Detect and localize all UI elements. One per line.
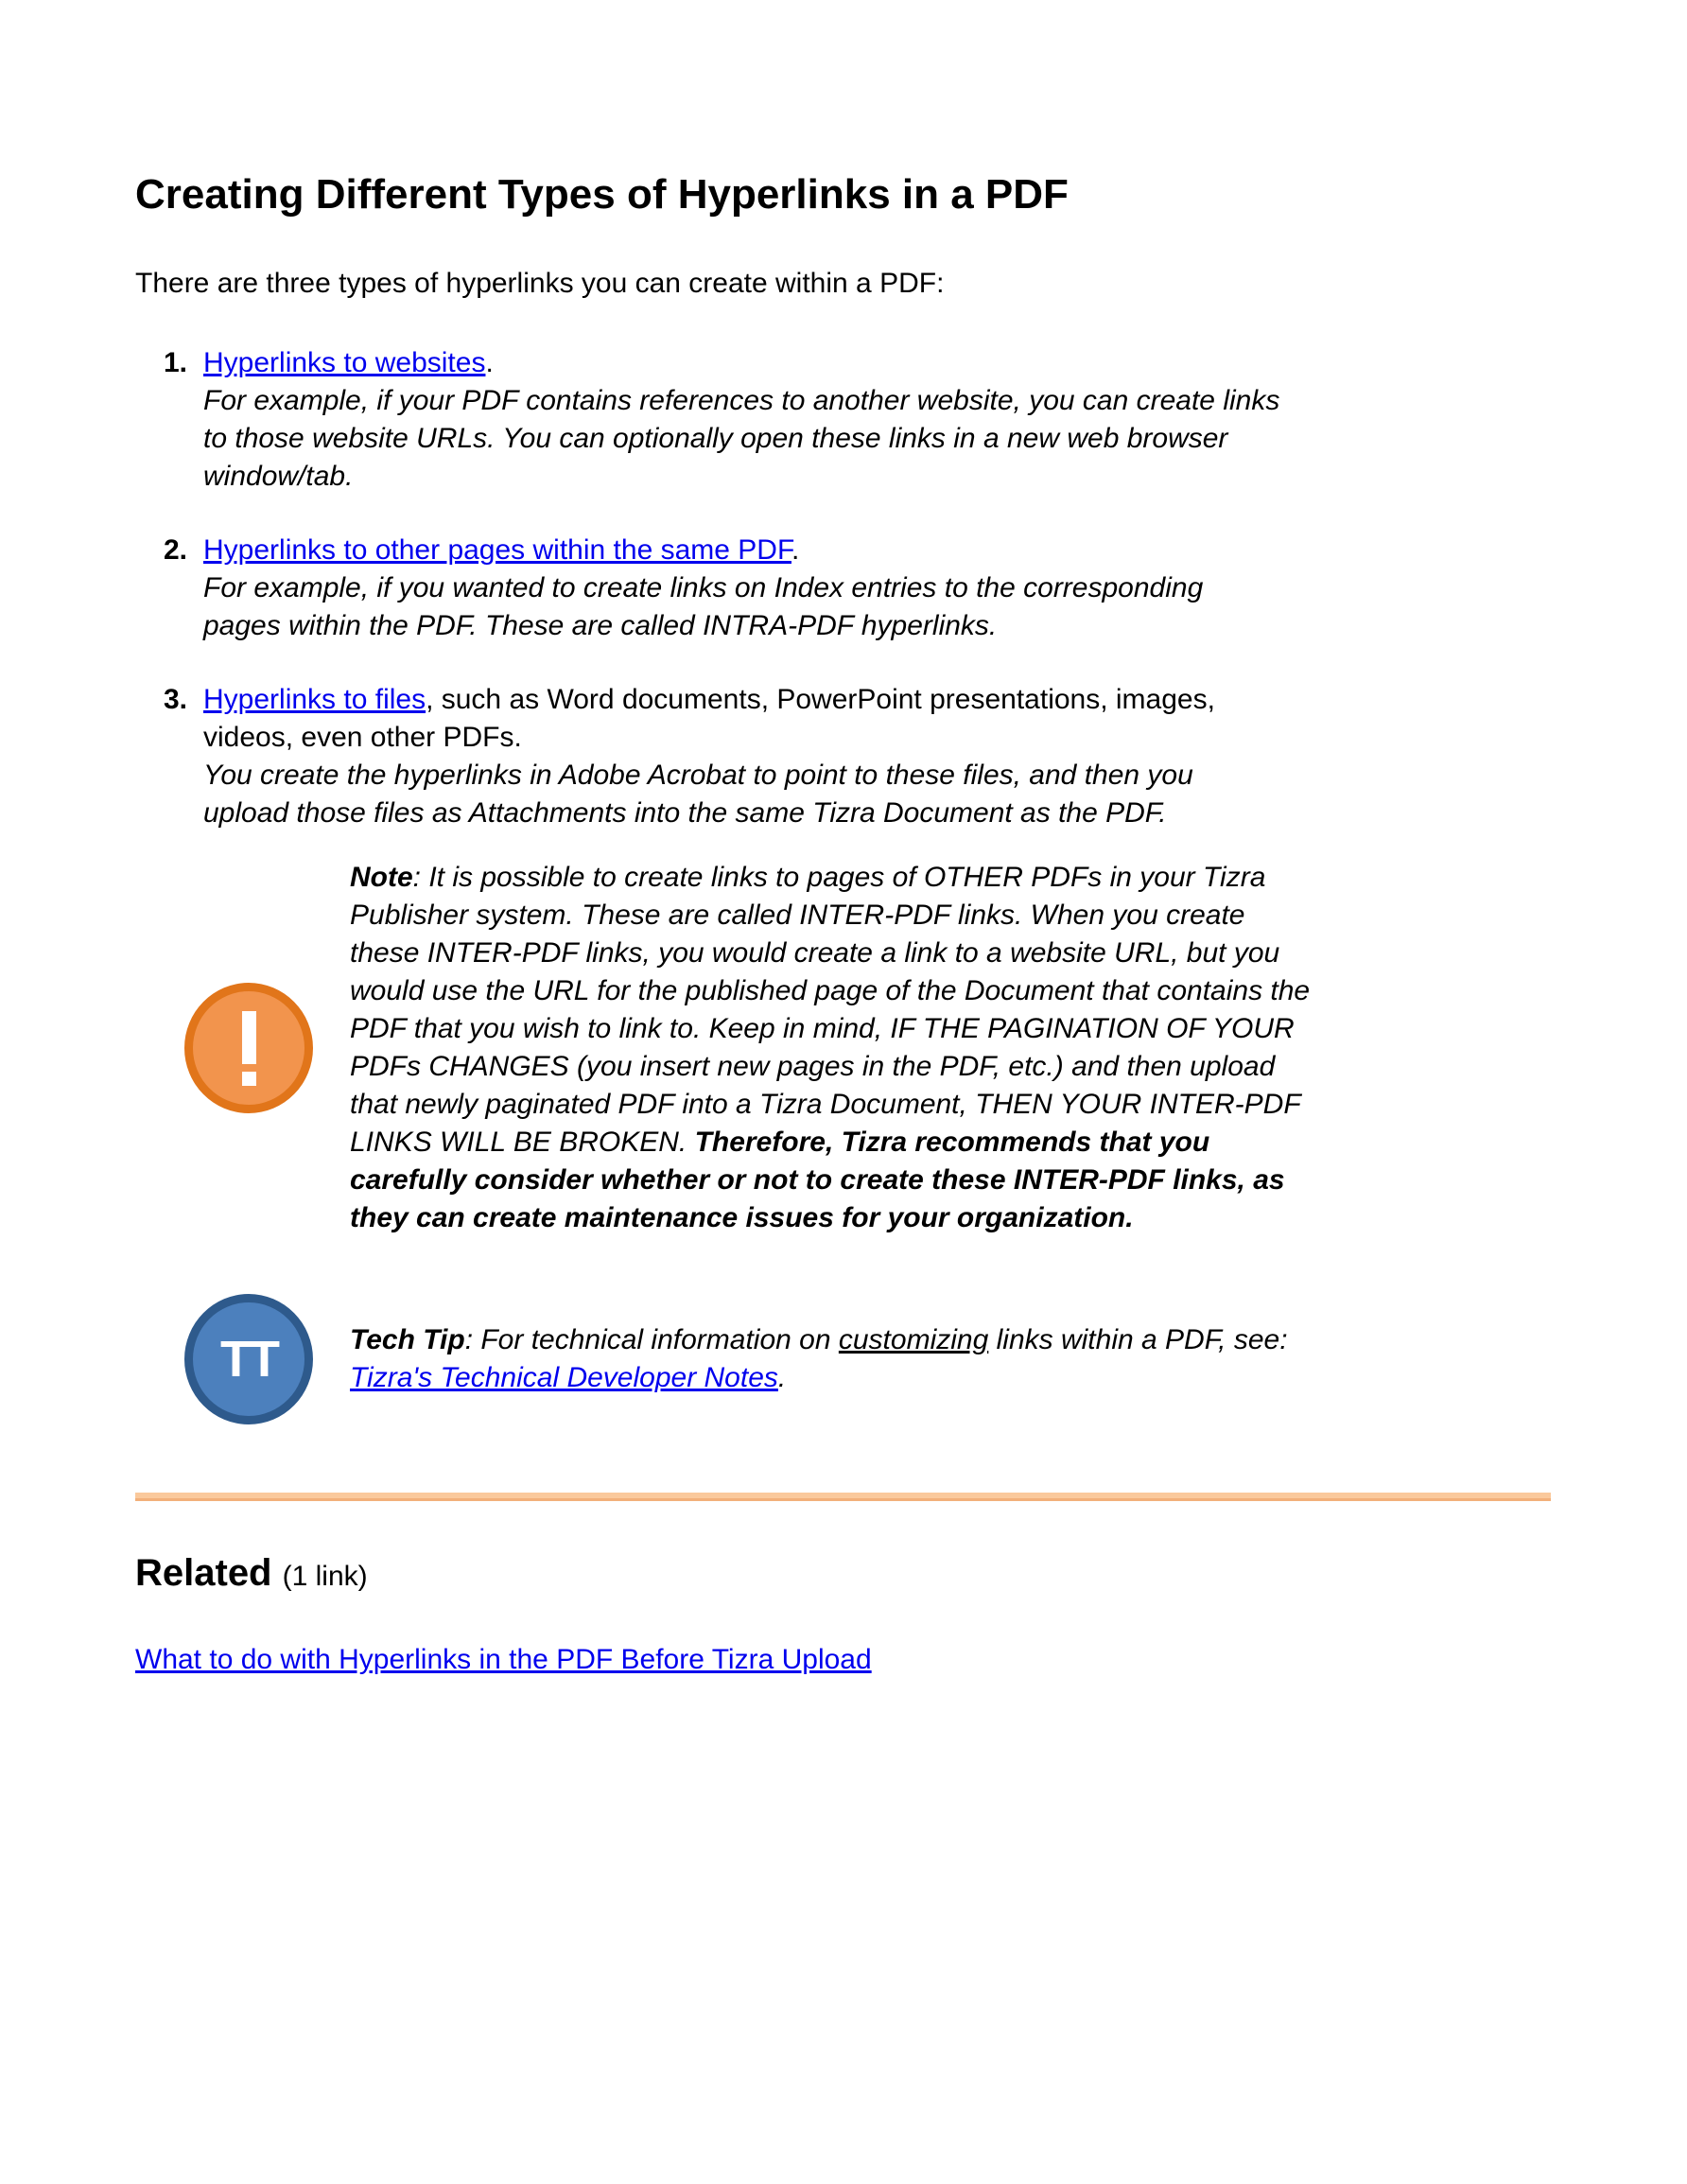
list-item-body [203,532,1281,645]
related-article-link[interactable]: What to do with Hyperlinks in the PDF Before Tizra Upload [135,1644,872,1675]
hyperlinks-to-websites-link[interactable]: Hyperlinks to websites [203,347,486,378]
list-item-heading [203,344,1281,382]
list-item-websites [135,344,1551,496]
list-item-files [135,681,1551,832]
note-body: : It is possible to create links to pages of OTHER PDFs in your Tizra Publisher system. These are called INTER-PDF links. When you create these INTER-PDF links, you would create a link to a website URL, but you would use the URL for the published page of the Document that contains the PDF that you wish to link to. Keep in mind, IF THE PAGINATION OF YOUR PDFs CHANGES (you insert new pages in the PDF, etc.) and then upload that newly paginated PDF into a Tizra Document, THEN YOUR INTER-PDF LINKS WILL BE BROKEN. [350,862,1311,1158]
tech-tip-label: Tech Tip [350,1324,465,1355]
note-label: Note [350,862,413,893]
related-link-row [135,1641,1551,1679]
tech-tip-body-middle: links within a PDF, see: [988,1324,1288,1355]
related-heading [135,1550,1551,1599]
list-number: 3. [164,684,188,715]
list-number: 1. [164,347,188,378]
section-divider [135,1493,1551,1501]
list-number: 2. [164,534,188,566]
developer-notes-link[interactable]: Tizra's Technical Developer Notes [350,1362,778,1393]
list-item-description: For example, if you wanted to create links on Index entries to the corresponding pages within the PDF. These are called INTRA-PDF hyperlinks. [203,572,1204,641]
list-item-description: You create the hyperlinks in Adobe Acrobat to point to these files, and then you upload those files as Attachments into the same Tizra Document as the PDF. [203,760,1193,829]
note-text [350,859,1314,1237]
page-title: Creating Different Types of Hyperlinks in a PDF [135,171,1069,218]
list-item-body [203,681,1281,832]
hyperlinks-to-pages-link[interactable]: Hyperlinks to other pages within the same PDF [203,534,791,566]
tech-tip-icon [184,1294,313,1424]
related-count: (1 link) [282,1561,368,1592]
list-item-intra-pdf [135,532,1551,645]
note-emphasis: Therefore, Tizra recommends that you carefully consider whether or not to create these INTER-PDF links, as they can create maintenance issues for your organization. [350,1127,1285,1233]
intro-paragraph: There are three types of hyperlinks you can create within a PDF: [135,268,945,299]
hyperlinks-to-files-link[interactable]: Hyperlinks to files [203,684,426,715]
tt-glyph: TT [220,1331,277,1388]
after-link-text: . [791,534,800,566]
tech-tip-icon-column [135,1294,350,1424]
exclamation-bar [242,1011,256,1064]
list-item-description: For example, if your PDF contains references to another website, you can create links to those website URLs. You can optionally open these links in a new web browser window/tab. [203,385,1280,492]
exclamation-dot [242,1072,256,1086]
list-item-heading [203,681,1281,757]
customizing-underlined: customizing [838,1324,989,1355]
hyperlink-types-list [135,344,1551,832]
list-item-heading [203,532,1281,569]
note-icon-column [135,983,350,1113]
tech-tip-text [350,1321,1300,1397]
tech-tip-body-before: : For technical information on [464,1324,839,1355]
note-callout [135,859,1551,1237]
tech-tip-body-after: . [777,1362,787,1393]
after-link-text: . [485,347,494,378]
related-word: Related [135,1552,272,1594]
tech-tip-callout [135,1294,1551,1424]
exclamation-warning-icon [184,983,313,1113]
list-item-body [203,344,1281,496]
after-link-text: , such as Word documents, PowerPoint presentations, images, videos, even other PDFs. [203,684,1215,753]
